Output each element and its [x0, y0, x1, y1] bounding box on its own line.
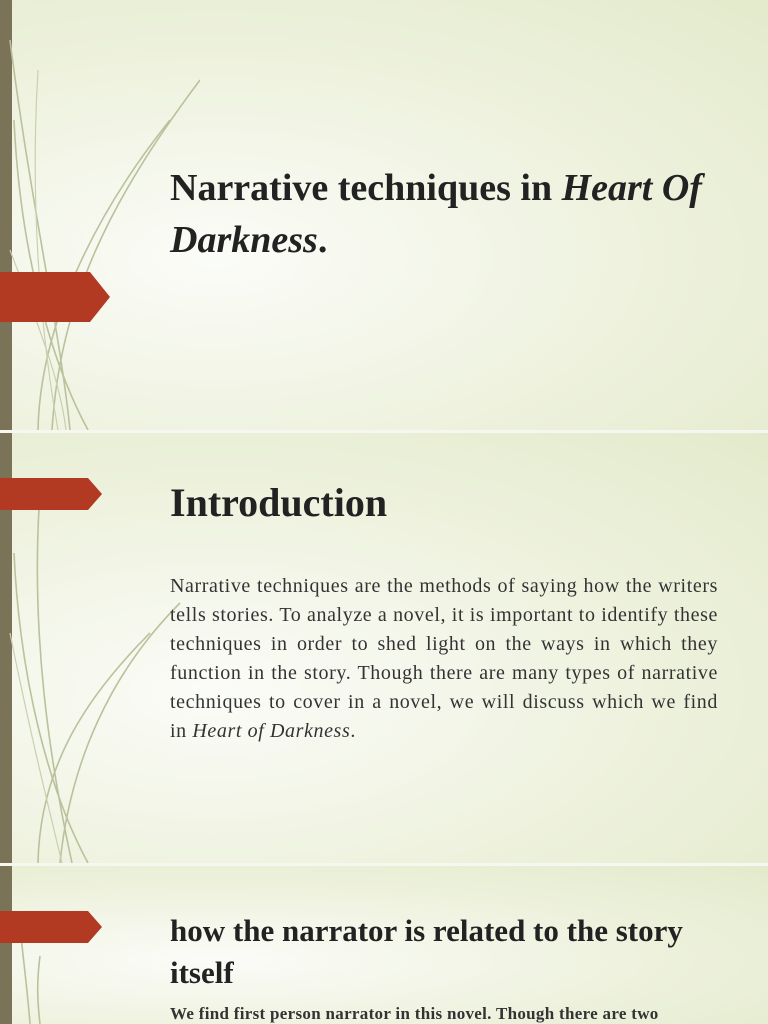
paragraph-italic-text: Heart of Darkness: [192, 720, 351, 742]
title-end-text: .: [317, 219, 328, 261]
slide-title: [0, 0, 768, 430]
introduction-heading: Introduction: [170, 480, 388, 525]
paragraph-plain-text: Narrative techniques are the methods of saying how the writers tells stories. To analyze a novel, it is important to identify these techniques in order to shed light on the ways in which they function in the story. Though there are many types of narrative techniques to cover in a novel, we will discuss which we find in: [170, 575, 718, 742]
slide-title-heading: [170, 162, 740, 266]
arrow-tab: [0, 911, 102, 943]
narrator-paragraph: We find first person narrator in this novel. Though there are two: [170, 1004, 659, 1023]
arrow-tab: [0, 478, 102, 510]
arrow-tab: [0, 272, 110, 322]
slide-narrator: [0, 866, 768, 1024]
title-italic-text: Heart Of Darkness: [170, 167, 702, 261]
paragraph-end-text: .: [350, 720, 356, 742]
narrator-heading: how the narrator is related to the story itself: [170, 913, 683, 990]
slide-introduction: [0, 433, 768, 863]
introduction-paragraph: [170, 572, 718, 746]
title-plain-text: Narrative techniques in: [170, 167, 562, 209]
